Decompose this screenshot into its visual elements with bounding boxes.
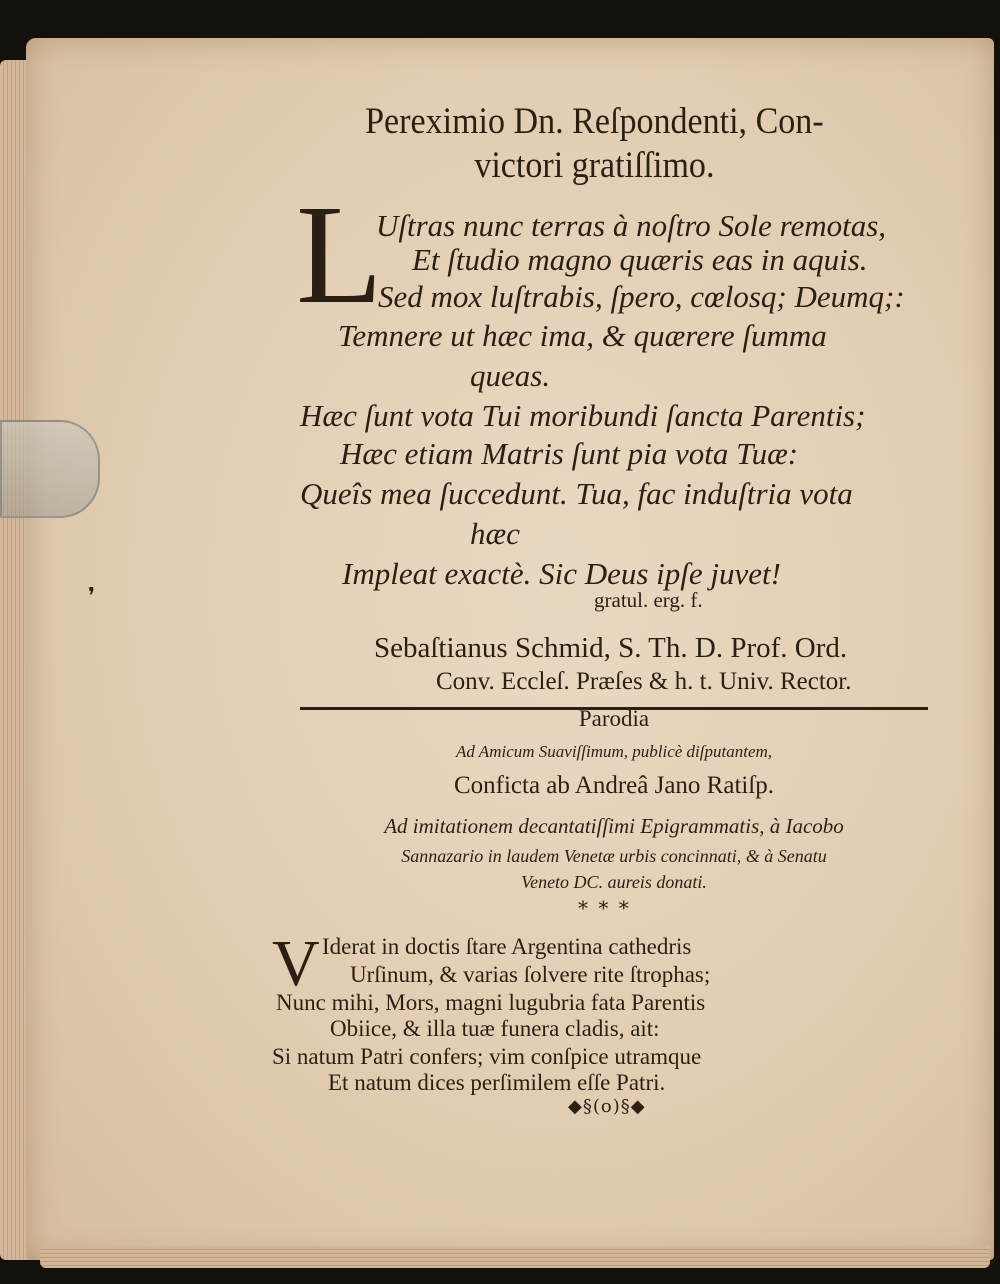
- title-line-2: victori gratiſſimo.: [474, 145, 715, 186]
- asterism: * * *: [578, 896, 631, 920]
- page-title: [300, 100, 889, 188]
- parodia-line: Iderat in doctis ſtare Argentina cathedris: [322, 934, 692, 959]
- poem-line: Hæc ſunt vota Tui moribundi ſancta Parentis;: [300, 398, 866, 433]
- parodia-line: Et natum dices perſimilem eſſe Patri.: [328, 1070, 666, 1095]
- parodia-imitation-line-2: Sannazario in laudem Venetæ urbis concinnati, & à Senatu: [401, 846, 827, 866]
- poem-line: Uſtras nunc terras à noſtro Sole remotas,: [376, 208, 887, 243]
- page-clip: [0, 420, 100, 518]
- parodia-dedication: Ad Amicum Suaviſſimum, publicè diſputantem,: [455, 742, 773, 761]
- dropcap-l: L: [296, 175, 383, 333]
- parodia-line: Obiice, & illa tuæ funera cladis, ait:: [330, 1016, 660, 1041]
- gratulation-note: gratul. erg. f.: [594, 588, 703, 612]
- poem-line: queas.: [470, 358, 551, 393]
- page-bottom-edges: [40, 1246, 990, 1268]
- ornament-page-mark: ◆§(o)§◆: [568, 1096, 646, 1117]
- poem-line: Temnere ut hæc ima, & quærere ſumma: [338, 318, 827, 353]
- signatory-name: Sebaſtianus Schmid, S. Th. D. Prof. Ord.: [374, 632, 848, 664]
- poem-line: Sed mox luſtrabis, ſpero, cœlosq; Deumq;:: [378, 279, 905, 314]
- parodia-line: Urſinum, & varias ſolvere rite ſtrophas;: [350, 962, 711, 987]
- parodia-line: Nunc mihi, Mors, magni lugubria fata Parentis: [276, 990, 706, 1015]
- parodia-line: Si natum Patri confers; vim conſpice utramque: [272, 1044, 702, 1069]
- poem-line: Hæc etiam Matris ſunt pia vota Tuæ:: [340, 436, 799, 471]
- signatory-office: Conv. Eccleſ. Præſes & h. t. Univ. Rector.: [436, 668, 852, 695]
- poem-line: hæc: [470, 516, 520, 551]
- parodia-heading: Parodia: [578, 706, 650, 731]
- title-line-1: Pereximio Dn. Reſpondenti, Con-: [365, 101, 824, 142]
- parodia-author: Conficta ab Andreâ Jano Ratiſp.: [453, 772, 775, 799]
- parodia-imitation-line-3: Veneto DC. aureis donati.: [521, 872, 707, 892]
- parodia-imitation-line-1: Ad imitationem decantatiſſimi Epigrammatis, à Iacobo: [384, 814, 844, 838]
- dropcap-v: V: [272, 927, 320, 1000]
- poem-line: Impleat exactè. Sic Deus ipſe juvet!: [342, 556, 781, 591]
- poem-line: Queîs mea ſuccedunt. Tua, fac induſtria vota: [300, 476, 853, 511]
- margin-mark: ❜: [88, 584, 96, 609]
- poem-line: Et ſtudio magno quæris eas in aquis.: [412, 242, 868, 277]
